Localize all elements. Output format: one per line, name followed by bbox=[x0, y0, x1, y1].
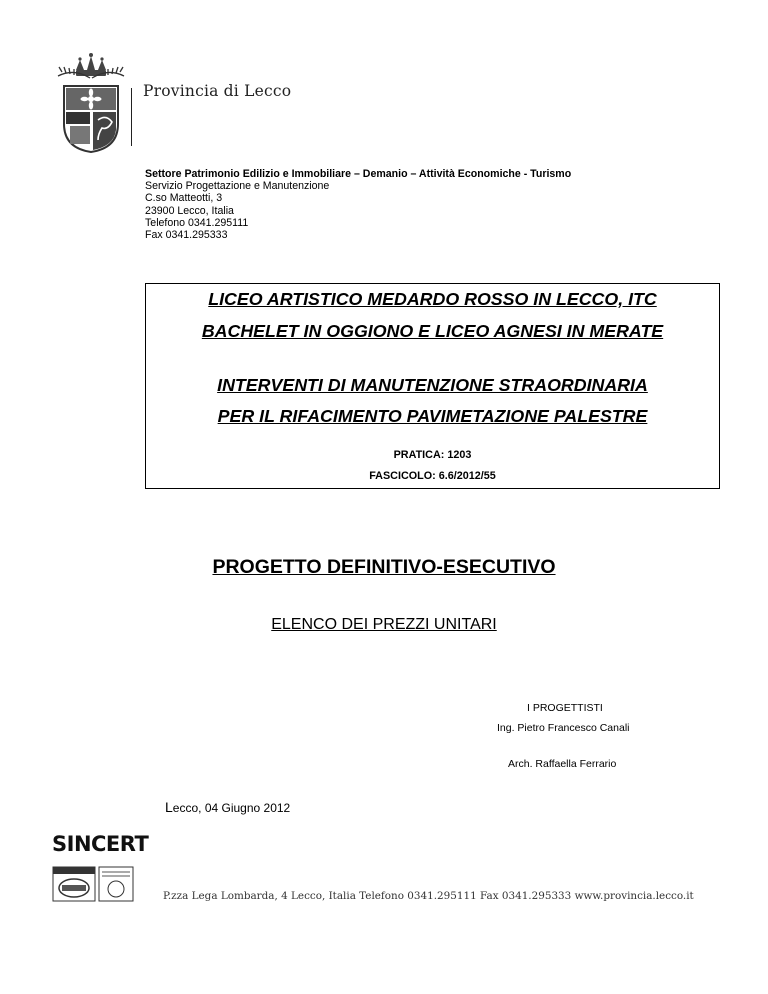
city-address: 23900 Lecco, Italia bbox=[145, 204, 234, 217]
service-name: Servizio Progettazione e Manutenzione bbox=[145, 180, 330, 193]
designer-name: Ing. Pietro Francesco Canali bbox=[497, 722, 630, 734]
title-line-4: PER IL RIFACIMENTO PAVIMETAZIONE PALESTRE bbox=[217, 406, 648, 426]
designer-name: Arch. Raffaella Ferrario bbox=[508, 758, 617, 770]
title-line-1: LICEO ARTISTICO MEDARDO ROSSO IN LECCO, ITC bbox=[208, 289, 657, 309]
fascicolo-number: FASCICOLO: 6.6/2012/55 bbox=[369, 470, 496, 482]
sector-info bbox=[145, 168, 571, 241]
fax-number: Fax 0341.295333 bbox=[145, 229, 228, 242]
organization-name: Provincia di Lecco bbox=[143, 82, 292, 100]
footer-address: P.zza Lega Lombarda, 4 Lecco, Italia Telefono 0341.295111 Fax 0341.295333 www.provincia.lecco.it bbox=[163, 890, 694, 902]
header-divider bbox=[131, 88, 132, 146]
document-main-title: PROGETTO DEFINITIVO-ESECUTIVO bbox=[212, 556, 556, 578]
document-subtitle: ELENCO DEI PREZZI UNITARI bbox=[271, 616, 497, 633]
project-title-box bbox=[145, 283, 720, 489]
province-crest-logo bbox=[56, 50, 126, 154]
designers-label: I PROGETTISTI bbox=[527, 702, 603, 714]
title-line-2: BACHELET IN OGGIONO E LICEO AGNESI IN MERATE bbox=[201, 321, 664, 341]
place-date: Lecco, 04 Giugno 2012 bbox=[165, 799, 291, 815]
sincert-certification-logo: SINCERT bbox=[52, 832, 149, 856]
phone-number: Telefono 0341.295111 bbox=[145, 216, 249, 229]
title-line-3: INTERVENTI DI MANUTENZIONE STRAORDINARIA bbox=[217, 375, 648, 395]
certification-badges-image bbox=[52, 866, 134, 902]
sector-title: Settore Patrimonio Edilizio e Immobiliare – Demanio – Attività Economiche - Turismo bbox=[145, 168, 572, 180]
street-address: C.so Matteotti, 3 bbox=[145, 192, 223, 205]
pratica-number: PRATICA: 1203 bbox=[393, 449, 472, 461]
